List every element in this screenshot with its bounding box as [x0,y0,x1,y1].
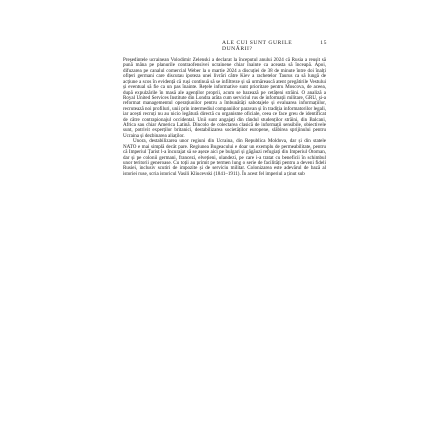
running-header: ALE CUI SUNT GURILE DUNĂRII? [222,40,293,52]
paragraph: Președintele ucrainean Volodimir Zelenski a declarat la începutul anului 2024 că Rusia a reușit să pună mâna pe planurile contraofensivei ucrainene chiar înainte ca aceasta să înceapă. Apoi, difuzarea pe canalul comercial Weber la o martie 2024 a discuției de 38 de minute între doi înalți ofițeri germani care discutau ipoteza unei livrări către Kiev a rachetelor Taurus ca să lungă de acțiune a scos în evidență că ruși continuă să se infiltreze și să urmărească atent pregătirile Vestului și eventual să fie ca un pas înainte. Rețele informative sunt prioritare pentru Moscova, de aceea, după expulzările în masă ale agenților proprii, acum se bazează pe cetățeni străini. O analiză a Royal United Services Institute din Londra arăta cum serviciul rus de informații militare, GRU, și-a reformat managementul operațiunilor pentru a îmbunătăți sabotajele și evaluarea informațiilor, recrutează noi profiluri, unii prin intermediul companiilor paravan și în tradiția informatorilor legali, iar acești recruți nu au nicio legătură directă cu organisme oficiale, ceea ce face greu de identificat de către contrapionajul occidental. Unii sunt angajați din rândul studenților străini, din Balcani, Africa sau chiar America Latină. Dincolo de colectarea clasică de informații sensibile, obiectivele sunt, potrivit experților britanici, destabilizarea societăților europene, slăbirea sprijinului pentru Ucraina și dezbinarea aliaților. [123,57,326,139]
body-text [123,58,326,177]
page-header [222,40,327,54]
page-number: 15 [320,40,327,46]
paragraph: Unora, destabilizarea unor regiuni din Ucraina, din Republica Moldova, dar și din statele NATO e mai simplă decât pare. Regiunea Bugeacului e doar un exemplu de permeabilitate, pentru că Imperiul Țarist l-a încurajat să se așeze aici pe bulgari și găgăuzi refugiați din Imperiul Otoman, dar și pe colonii germani, francezi, elvețieni, olandezi, pe care i-a tratat cu beneficii în schimbul unor teritorii generoase. Cu toții au primit pe termen lung o serie de facilități pentru a deveni fideli Rusiei, inclusiv scutiri de impozite și de serviciu militar. Colonizarea este adevărul de bază al istoriei ruse, scria istoricul Vasili Kliucevski (1841–1911). În acest fel imperiul a ținut sub [123,138,326,177]
